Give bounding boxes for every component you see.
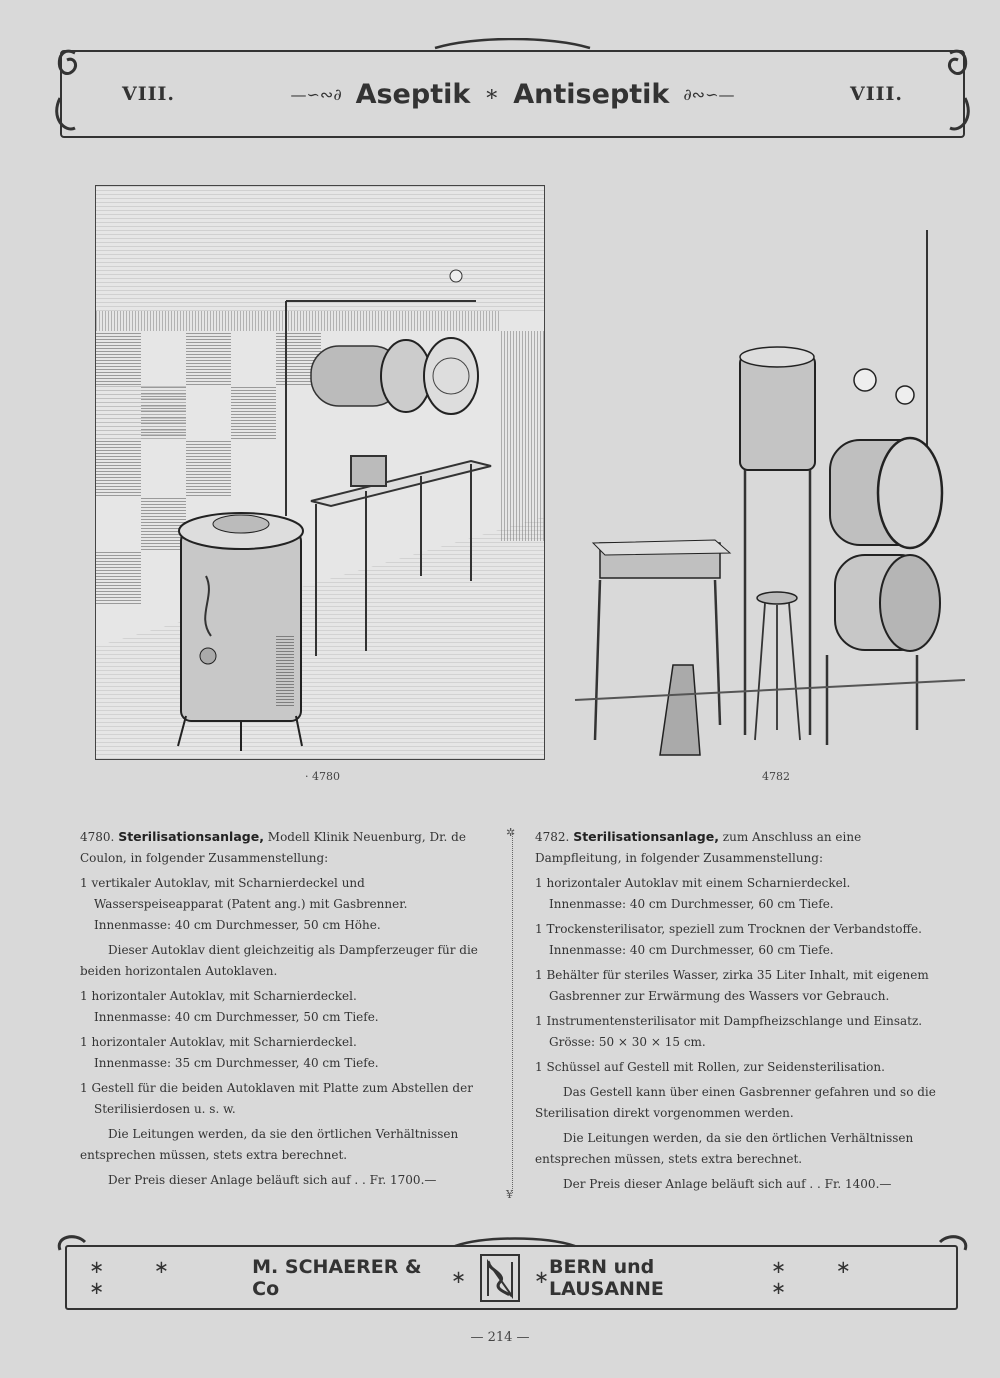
swash-ornament-right-icon: ∂∾∽—: [683, 84, 735, 104]
star-icon: ∗: [450, 1267, 466, 1288]
product-heading-4782: [535, 826, 945, 869]
pipes-note: Die Leitungen werden, da sie den örtlichen Verhältnissen entsprechen müssen, stets extra berechnet.: [535, 1131, 914, 1166]
page-title: [291, 79, 735, 110]
swash-ornament-left-icon: —∽∾∂: [290, 84, 342, 104]
star-icon: ∗: [533, 1267, 549, 1288]
sterilization-room-engraving: [96, 186, 545, 760]
title-aseptik: Aseptik: [355, 78, 471, 110]
product-heading-4780: [80, 826, 492, 869]
section-numeral-right: VIII.: [849, 83, 903, 105]
illustration-4782: [565, 225, 975, 765]
publisher-footer: [65, 1245, 958, 1310]
product-description-4782: [535, 826, 945, 1199]
company-name: M. SCHAERER & Co: [252, 1255, 422, 1300]
list-item: 1 Schüssel auf Gestell mit Rollen, zur Seidensterilisation.: [535, 1060, 885, 1074]
product-number: 4782.: [535, 830, 570, 844]
list-item: 1 vertikaler Autoklav, mit Scharnierdeckel und Wasserspeiseapparat (Patent ang.) mit Gasbrenner. Innenmasse: 40 cm Durchmesser, 50 cm Höhe.: [80, 876, 408, 932]
product-name: Sterilisationsanlage,: [118, 829, 264, 844]
footer-ornament: [55, 1232, 970, 1252]
product-name: Sterilisationsanlage,: [573, 829, 719, 844]
list-item: 1 Trockensterilisator, speziell zum Trocknen der Verbandstoffe. Innenmasse: 40 cm Durchmesser, 60 cm Tiefe.: [535, 922, 922, 957]
page-number: — 214 —: [470, 1330, 530, 1345]
product-intro: Modell Klinik Neuenburg, Dr. de Coulon, in folgender Zusammenstellung:: [80, 830, 466, 865]
title-antiseptik: Antiseptik: [513, 78, 670, 110]
figure-caption-4782: 4782: [762, 770, 790, 783]
section-numeral-left: VIII.: [122, 83, 176, 105]
title-star-icon: ∗: [484, 81, 500, 107]
illustration-4780: [95, 185, 545, 760]
column-divider: [512, 833, 514, 1193]
list-item: 1 Gestell für die beiden Autoklaven mit Platte zum Abstellen der Sterilisierdosen u. s. w.: [80, 1081, 473, 1116]
company-cities: BERN und LAUSANNE: [549, 1255, 664, 1300]
divider-end-icon: ¥: [506, 1188, 513, 1201]
list-item: 1 Behälter für steriles Wasser, zirka 35 Liter Inhalt, mit eigenem Gasbrenner zur Erwärmung des Wassers vor Gebrauch.: [535, 968, 929, 1003]
product-number: 4780.: [80, 830, 115, 844]
monogram-logo-icon: [478, 1252, 522, 1304]
product-intro: zum Anschluss an eine Dampfleitung, in folgender Zusammenstellung:: [535, 830, 862, 865]
paragraph: Dieser Autoklav dient gleichzeitig als Dampferzeuger für die beiden horizontalen Autoklaven.: [80, 943, 478, 978]
footer-stars-left-icon: ∗ ∗ ∗: [89, 1256, 191, 1299]
list-item: 1 horizontaler Autoklav mit einem Scharnierdeckel. Innenmasse: 40 cm Durchmesser, 60 cm Tiefe.: [535, 876, 851, 911]
monogram-group: [451, 1252, 549, 1304]
list-item: 1 horizontaler Autoklav, mit Scharnierdeckel. Innenmasse: 35 cm Durchmesser, 40 cm Tiefe.: [80, 1035, 379, 1070]
product-description-4780: [80, 826, 492, 1195]
price-line: Der Preis dieser Anlage beläuft sich auf . . Fr. 1400.—: [563, 1177, 892, 1191]
list-item: 1 horizontaler Autoklav, mit Scharnierdeckel. Innenmasse: 40 cm Durchmesser, 50 cm Tiefe.: [80, 989, 379, 1024]
sterilization-apparatus-engraving: [565, 225, 975, 765]
divider-star-icon: ✲: [506, 826, 516, 839]
page-header: [60, 50, 965, 138]
price-line: Der Preis dieser Anlage beläuft sich auf . . Fr. 1700.—: [108, 1173, 437, 1187]
paragraph: Das Gestell kann über einen Gasbrenner gefahren und so die Sterilisation direkt vorgenommen werden.: [535, 1085, 936, 1120]
pipes-note: Die Leitungen werden, da sie den örtlichen Verhältnissen entsprechen müssen, stets extra berechnet.: [80, 1127, 459, 1162]
figure-caption-4780: · 4780: [305, 770, 340, 783]
list-item: 1 Instrumentensterilisator mit Dampfheizschlange und Einsatz. Grösse: 50 × 30 × 15 cm.: [535, 1014, 923, 1049]
footer-stars-right-icon: ∗ ∗ ∗: [770, 1256, 873, 1299]
